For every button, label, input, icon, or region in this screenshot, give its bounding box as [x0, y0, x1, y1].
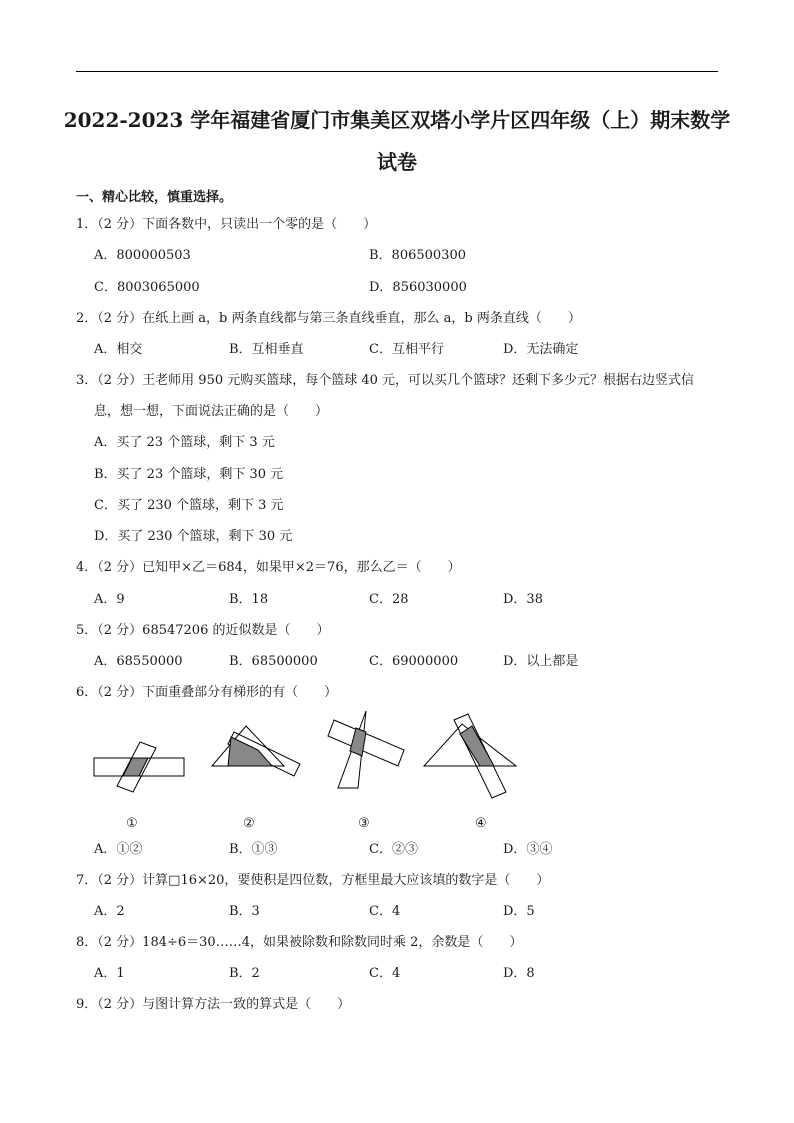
q2-option-c: C．互相平行: [369, 342, 444, 357]
q8-option-c: C．4: [369, 966, 401, 981]
header-rule: [76, 71, 718, 72]
q5-option-d: D．以上都是: [503, 654, 579, 669]
q5-option-b: B．68500000: [229, 654, 318, 669]
q8-option-d: D．8: [503, 966, 535, 981]
question-8: 8．（2 分）184÷6＝30……4，如果被除数和除数同时乘 2，余数是（ ）: [76, 935, 523, 950]
figure-3: [328, 711, 404, 788]
q4-option-d: D．38: [503, 592, 543, 607]
q1-option-b: B．806500300: [369, 248, 466, 263]
q2-option-a: A．相交: [94, 342, 143, 357]
question-7: 7．（2 分）计算□16×20，要使积是四位数，方框里最大应该填的数字是（ ）: [76, 873, 550, 888]
q4-option-a: A．9: [94, 592, 125, 607]
figure-2: [212, 726, 300, 776]
question-6: 6．（2 分）下面重叠部分有梯形的有（ ）: [76, 685, 338, 700]
q2-option-b: B．互相垂直: [229, 342, 304, 357]
q6-option-d: D．③④: [503, 842, 553, 857]
q8-option-a: A．1: [94, 966, 125, 981]
q6-option-c: C．②③: [369, 842, 418, 857]
figure-label-3: ③: [358, 816, 370, 831]
question-4: 4．（2 分）已知甲×乙＝684，如果甲×2＝76，那么乙＝（ ）: [76, 560, 461, 575]
page-title: 2022-2023 学年福建省厦门市集美区双塔小学片区四年级（上）期末数学: [63, 108, 731, 132]
q4-option-c: C．28: [369, 592, 409, 607]
question-9: 9．（2 分）与图计算方法一致的算式是（ ）: [76, 997, 351, 1012]
section-heading: 一、精心比较，慎重选择。: [76, 190, 233, 205]
q8-option-b: B．2: [229, 966, 260, 981]
q6-option-b: B．①③: [229, 842, 278, 857]
figure-1: [94, 742, 184, 792]
q6-option-a: A．①②: [94, 842, 143, 857]
q7-option-d: D．5: [503, 904, 535, 919]
figure-4: [424, 714, 516, 798]
question-1: 1．（2 分）下面各数中，只读出一个零的是（ ）: [76, 217, 377, 232]
page-title-line2: 试卷: [377, 150, 417, 174]
question-5: 5．（2 分）68547206 的近似数是（ ）: [76, 623, 330, 638]
question-2: 2．（2 分）在纸上画 a，b 两条直线都与第三条直线垂直，那么 a，b 两条直线（ ）: [76, 311, 581, 326]
q5-option-a: A．68550000: [94, 654, 183, 669]
q5-option-c: C．69000000: [369, 654, 459, 669]
q7-option-c: C．4: [369, 904, 401, 919]
q2-option-d: D．无法确定: [503, 342, 579, 357]
q3-option-a: A．买了 23 个篮球，剩下 3 元: [94, 435, 275, 450]
q7-option-a: A．2: [94, 904, 125, 919]
q7-option-b: B．3: [229, 904, 260, 919]
q3-option-d: D．买了 230 个篮球，剩下 30 元: [94, 529, 293, 544]
q3-option-c: C．买了 230 个篮球，剩下 3 元: [94, 498, 284, 513]
question-3-cont: 息，想一想，下面说法正确的是（ ）: [94, 404, 329, 419]
q1-option-d: D．856030000: [369, 280, 467, 295]
figure-label-2: ②: [243, 816, 255, 831]
figure-label-1: ①: [126, 816, 138, 831]
q4-option-b: B．18: [229, 592, 269, 607]
q6-figures: [76, 708, 536, 808]
q3-option-b: B．买了 23 个篮球，剩下 30 元: [94, 467, 284, 482]
question-3: 3．（2 分）王老师用 950 元购买篮球，每个篮球 40 元，可以买几个篮球？还剩下多少元？根据右边竖式信: [76, 373, 695, 388]
figure-label-4: ④: [475, 816, 487, 831]
q1-option-a: A．800000503: [94, 248, 191, 263]
q1-option-c: C．8003065000: [94, 280, 200, 295]
